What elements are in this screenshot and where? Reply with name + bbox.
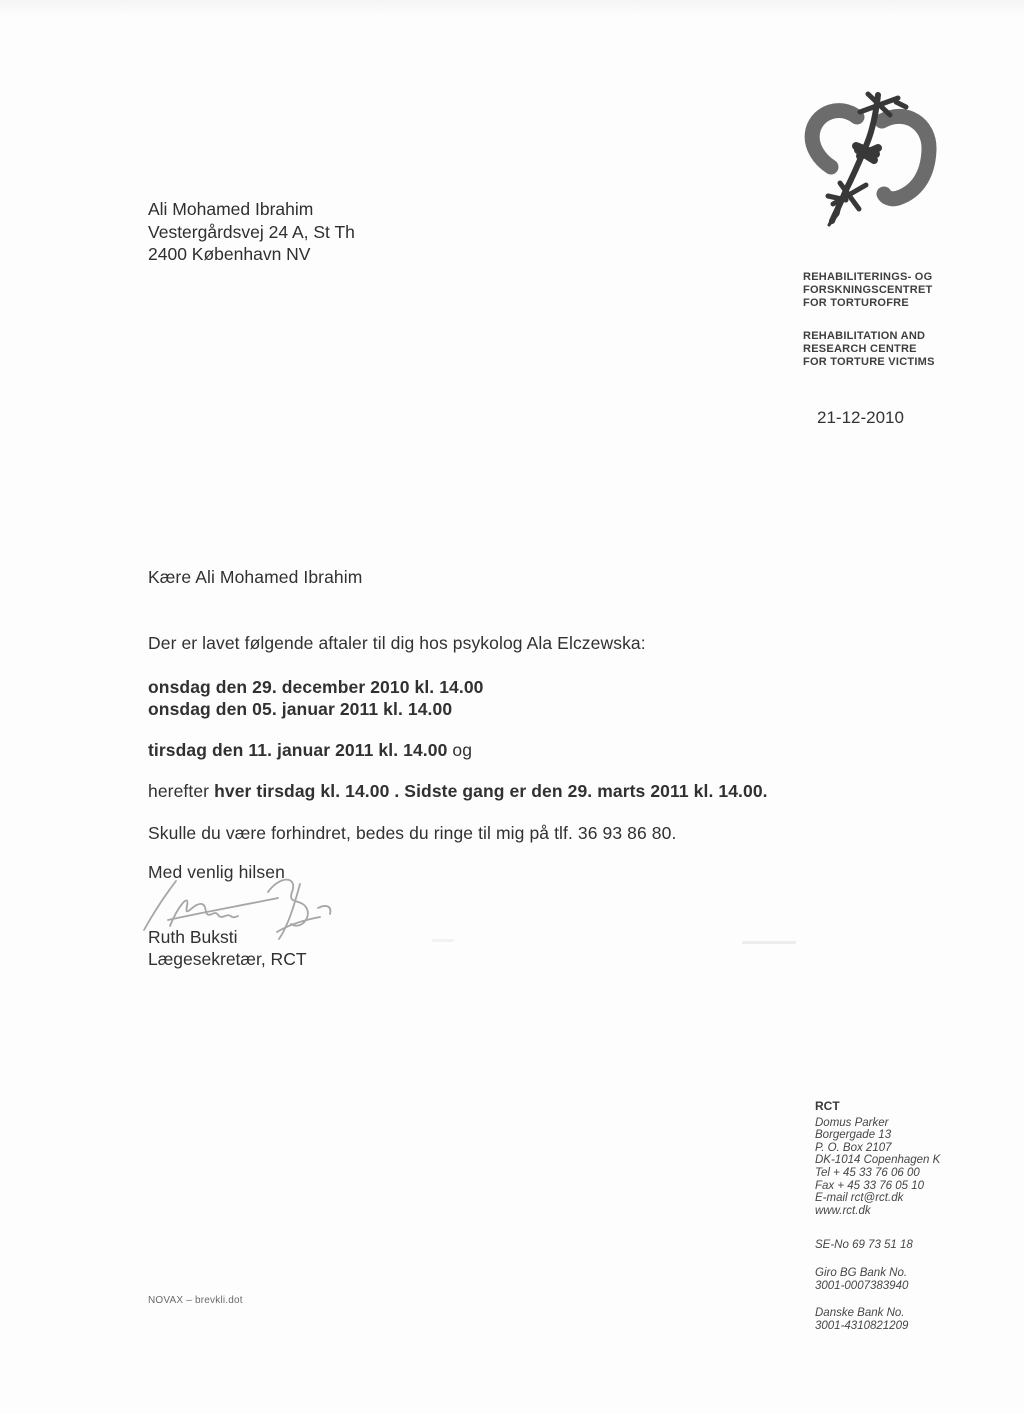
footer-contact-block (815, 1100, 940, 1217)
scan-artifact-line (742, 941, 796, 944)
recurring-bold: hver tirsdag kl. 14.00 . Sidste gang er den 29. marts 2011 kl. 14.00. (214, 781, 768, 801)
footer-danske-block (815, 1307, 908, 1332)
recurring-line (148, 780, 768, 802)
footer-giro-block (815, 1267, 908, 1292)
appointment-line-2: onsdag den 05. januar 2011 kl. 14.00 (148, 699, 453, 719)
appointment-line-3 (148, 739, 472, 761)
org-name-danish (803, 271, 933, 311)
footer-giro-label: Giro BG Bank No. (815, 1267, 908, 1279)
intro-line: Der er lavet følgende aftaler til dig hos psykolog Ala Elczewska: (148, 633, 646, 653)
footer-email-line: E-mail rct@rct.dk (815, 1192, 904, 1205)
footer-fax-line: Fax + 45 33 76 05 10 (815, 1179, 925, 1192)
recurring-prefix: herefter (148, 781, 215, 801)
signer-title: Lægesekretær, RCT (148, 949, 307, 969)
footer-se-no: SE-No 69 73 51 18 (815, 1239, 913, 1251)
recipient-city: 2400 København NV (148, 244, 311, 264)
org-name-english (803, 330, 935, 370)
footer-address-line: Borgergade 13 (815, 1129, 892, 1142)
rct-heart-barbed-wire-logo (802, 88, 942, 236)
footer-phone-line: Tel + 45 33 76 06 00 (815, 1166, 920, 1179)
footer-address-line: Domus Parker (815, 1116, 889, 1129)
footer-giro-number: 3001-0007383940 (815, 1279, 909, 1292)
signer-name: Ruth Buksti (148, 927, 238, 947)
appointment-line-3-suffix: og (447, 740, 473, 760)
template-reference: NOVAX – brevkli.dot (148, 1295, 243, 1306)
appointment-line-1: onsdag den 29. december 2010 kl. 14.00 (148, 677, 484, 697)
footer-address-line: DK-1014 Copenhagen K (815, 1154, 941, 1167)
closing-phrase: Med venlig hilsen (148, 862, 285, 882)
appointment-line-3-bold: tirsdag den 11. januar 2011 kl. 14.00 (148, 740, 448, 760)
org-name-english-line: RESEARCH CENTRE (803, 343, 917, 356)
salutation: Kære Ali Mohamed Ibrahim (148, 567, 363, 587)
letter-date: 21-12-2010 (817, 408, 904, 427)
org-name-danish-line: FOR TORTUROFRE (803, 297, 909, 310)
footer-org-abbr: RCT (815, 1099, 840, 1113)
logo-svg (802, 88, 942, 236)
footer-danske-label: Danske Bank No. (815, 1307, 905, 1319)
recipient-street: Vestergårdsvej 24 A, St Th (148, 221, 355, 242)
org-name-danish-line: FORSKNINGSCENTRET (803, 284, 933, 297)
recipient-address-block (148, 198, 355, 266)
footer-website-line: www.rct.dk (815, 1204, 871, 1217)
footer-address-line: P. O. Box 2107 (815, 1141, 892, 1154)
scan-artifact-smudge (432, 939, 454, 942)
org-name-english-line: REHABILITATION AND (803, 330, 926, 342)
footer-danske-number: 3001-4310821209 (815, 1319, 909, 1332)
recipient-name: Ali Mohamed Ibrahim (148, 199, 314, 219)
org-name-english-line: FOR TORTURE VICTIMS (803, 356, 935, 369)
org-name-danish-line: REHABILITERINGS- OG (803, 271, 933, 283)
cancellation-note: Skulle du være forhindret, bedes du ringe til mig på tlf. 36 93 86 80. (148, 823, 677, 843)
